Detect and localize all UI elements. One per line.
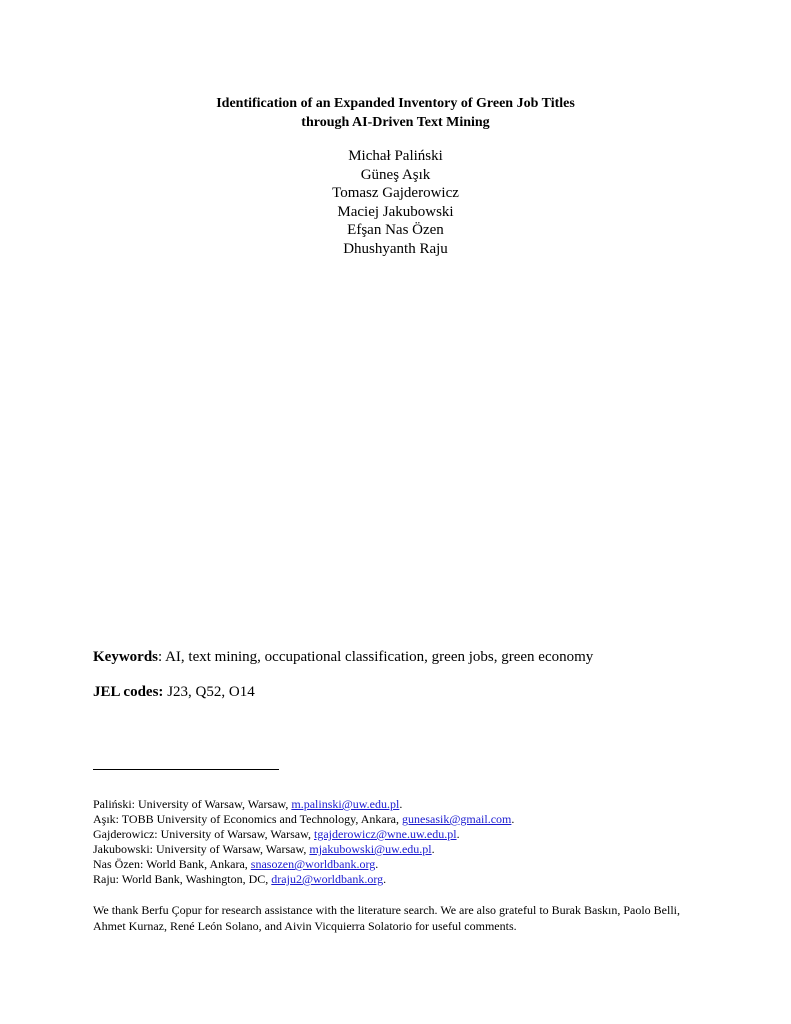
author-affiliations (93, 797, 713, 887)
acknowledgment-paragraph: We thank Berfu Çopur for research assistance with the literature search. We are also grateful to Burak Baskın, Paolo Belli, Ahmet Kurnaz, René León Solano, and Aivin Vicquierra Solatorio for useful comments. (93, 903, 680, 933)
affiliation-punct: . (399, 797, 403, 811)
email-link[interactable]: tgajderowicz@wne.uw.edu.pl (314, 827, 457, 841)
email-link[interactable]: gunesasik@gmail.com (402, 812, 512, 826)
author-list (0, 147, 791, 258)
jel-codes-label: JEL codes: (93, 684, 164, 700)
affiliation-text: Aşık: TOBB University of Economics and Technology, Ankara, (93, 812, 403, 826)
jel-codes-text: J23, Q52, O14 (163, 684, 255, 700)
affiliation-line (93, 842, 713, 857)
affiliation-punct: . (375, 857, 379, 871)
affiliation-line (93, 827, 713, 842)
keywords-text: : AI, text mining, occupational classification, green jobs, green economy (158, 649, 594, 665)
affiliation-line (93, 857, 713, 872)
email-link[interactable]: m.palinski@uw.edu.pl (291, 797, 400, 811)
email-link[interactable]: snasozen@worldbank.org (250, 857, 376, 871)
affiliation-text: Nas Özen: World Bank, Ankara, (93, 857, 251, 871)
affiliation-punct: . (456, 827, 460, 841)
keywords-line (93, 648, 593, 666)
author-name: Efşan Nas Özen (347, 222, 444, 238)
author-name: Dhushyanth Raju (343, 240, 448, 257)
affiliation-text: Raju: World Bank, Washington, DC, (93, 872, 272, 886)
affiliation-punct: . (511, 812, 515, 826)
affiliation-line (93, 872, 713, 887)
author-name: Maciej Jakubowski (337, 203, 454, 220)
affiliation-line (93, 797, 713, 812)
affiliation-text: Gajderowicz: University of Warsaw, Warsaw, (93, 827, 314, 841)
paper-title-line-1: Identification of an Expanded Inventory of Green Job Titles (216, 96, 575, 111)
email-link[interactable]: draju2@worldbank.org (271, 872, 384, 886)
paper-title-line-2: through AI-Driven Text Mining (301, 115, 490, 130)
footnote-divider (93, 769, 279, 770)
author-name: Michał Paliński (348, 148, 443, 164)
affiliation-text: Paliński: University of Warsaw, Warsaw, (93, 797, 292, 811)
author-name: Tomasz Gajderowicz (332, 185, 459, 201)
jel-codes-line (93, 683, 255, 701)
affiliation-text: Jakubowski: University of Warsaw, Warsaw, (93, 842, 310, 856)
keywords-label: Keywords (93, 649, 158, 665)
affiliation-line (93, 812, 713, 827)
email-link[interactable]: mjakubowski@uw.edu.pl (309, 842, 432, 856)
author-name: Güneş Aşık (360, 166, 431, 183)
affiliation-punct: . (383, 872, 387, 886)
affiliation-punct: . (431, 842, 435, 856)
